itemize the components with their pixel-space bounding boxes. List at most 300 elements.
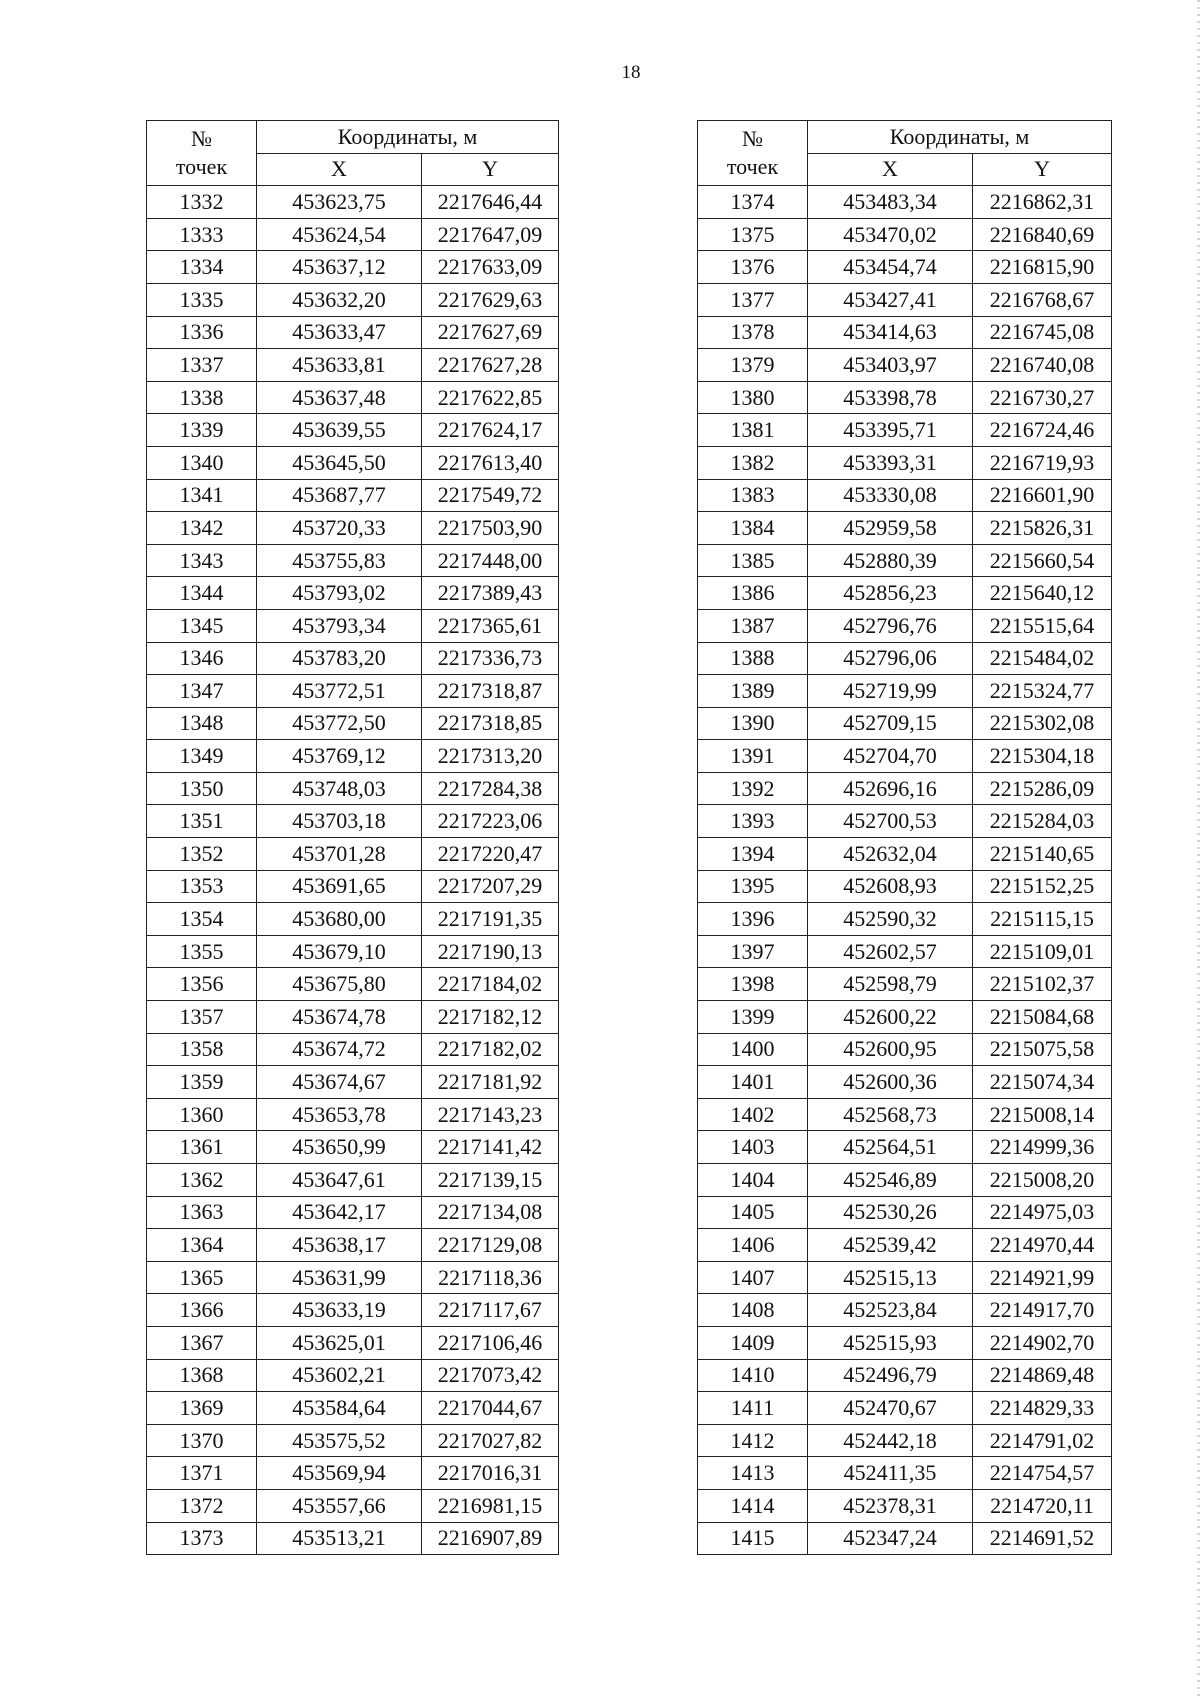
x-coordinate-cell: 453623,75 bbox=[257, 186, 422, 219]
table-row bbox=[698, 283, 1112, 316]
y-coordinate-cell: 2214691,52 bbox=[973, 1522, 1112, 1555]
point-number-cell: 1343 bbox=[147, 544, 257, 577]
point-number-cell: 1383 bbox=[698, 479, 808, 512]
coordinates-header: Координаты, м bbox=[808, 121, 1112, 154]
number-sign: № bbox=[742, 126, 763, 152]
y-coordinate-cell: 2215140,65 bbox=[973, 838, 1112, 871]
table-row bbox=[147, 642, 559, 675]
y-coordinate-cell: 2215484,02 bbox=[973, 642, 1112, 675]
x-coordinate-cell: 453403,97 bbox=[808, 349, 973, 382]
table-row bbox=[147, 707, 559, 740]
x-coordinate-cell: 453680,00 bbox=[257, 903, 422, 936]
point-number-cell: 1403 bbox=[698, 1131, 808, 1164]
point-number-cell: 1393 bbox=[698, 805, 808, 838]
table-row bbox=[147, 251, 559, 284]
table-row bbox=[147, 838, 559, 871]
table-row bbox=[147, 577, 559, 610]
table-row bbox=[698, 381, 1112, 414]
x-coordinate-cell: 453470,02 bbox=[808, 218, 973, 251]
x-coordinate-cell: 453454,74 bbox=[808, 251, 973, 284]
table-row bbox=[147, 1164, 559, 1197]
x-coordinate-cell: 453720,33 bbox=[257, 512, 422, 545]
x-coordinate-cell: 452600,22 bbox=[808, 1001, 973, 1034]
point-number-cell: 1398 bbox=[698, 968, 808, 1001]
table-row bbox=[698, 870, 1112, 903]
y-coordinate-cell: 2217389,43 bbox=[422, 577, 559, 610]
table-row bbox=[147, 1131, 559, 1164]
table-row bbox=[147, 446, 559, 479]
x-coordinate-cell: 452709,15 bbox=[808, 707, 973, 740]
table-row bbox=[698, 251, 1112, 284]
y-coordinate-cell: 2217622,85 bbox=[422, 381, 559, 414]
table-row bbox=[698, 903, 1112, 936]
point-number-cell: 1373 bbox=[147, 1522, 257, 1555]
x-coordinate-cell: 453687,77 bbox=[257, 479, 422, 512]
point-number-cell: 1349 bbox=[147, 740, 257, 773]
y-coordinate-cell: 2217134,08 bbox=[422, 1196, 559, 1229]
x-header: X bbox=[808, 153, 973, 186]
x-coordinate-cell: 452796,06 bbox=[808, 642, 973, 675]
y-coordinate-cell: 2216730,27 bbox=[973, 381, 1112, 414]
table-row bbox=[147, 1489, 559, 1522]
point-number-cell: 1400 bbox=[698, 1033, 808, 1066]
point-number-cell: 1372 bbox=[147, 1489, 257, 1522]
point-number-cell: 1347 bbox=[147, 675, 257, 708]
point-number-cell: 1356 bbox=[147, 968, 257, 1001]
x-coordinate-cell: 453755,83 bbox=[257, 544, 422, 577]
table-row bbox=[147, 935, 559, 968]
x-coordinate-cell: 452539,42 bbox=[808, 1229, 973, 1262]
table-row bbox=[147, 479, 559, 512]
y-coordinate-cell: 2217181,92 bbox=[422, 1066, 559, 1099]
table-row bbox=[147, 772, 559, 805]
x-coordinate-cell: 452719,99 bbox=[808, 675, 973, 708]
table-row bbox=[147, 740, 559, 773]
y-coordinate-cell: 2217313,20 bbox=[422, 740, 559, 773]
y-coordinate-cell: 2214917,70 bbox=[973, 1294, 1112, 1327]
x-coordinate-cell: 453633,81 bbox=[257, 349, 422, 382]
table-row bbox=[147, 381, 559, 414]
table-row bbox=[147, 316, 559, 349]
y-coordinate-cell: 2217629,63 bbox=[422, 283, 559, 316]
y-coordinate-cell: 2216719,93 bbox=[973, 446, 1112, 479]
y-coordinate-cell: 2214720,11 bbox=[973, 1489, 1112, 1522]
y-coordinate-cell: 2217627,69 bbox=[422, 316, 559, 349]
y-coordinate-cell: 2215324,77 bbox=[973, 675, 1112, 708]
y-coordinate-cell: 2215084,68 bbox=[973, 1001, 1112, 1034]
x-coordinate-cell: 452378,31 bbox=[808, 1489, 973, 1522]
point-number-cell: 1387 bbox=[698, 609, 808, 642]
table-row bbox=[698, 838, 1112, 871]
x-coordinate-cell: 453602,21 bbox=[257, 1359, 422, 1392]
x-coordinate-cell: 453772,50 bbox=[257, 707, 422, 740]
x-coordinate-cell: 453674,67 bbox=[257, 1066, 422, 1099]
point-number-cell: 1363 bbox=[147, 1196, 257, 1229]
point-number-cell: 1351 bbox=[147, 805, 257, 838]
point-number-cell: 1333 bbox=[147, 218, 257, 251]
table-row bbox=[698, 1098, 1112, 1131]
y-coordinate-cell: 2216815,90 bbox=[973, 251, 1112, 284]
y-coordinate-cell: 2216745,08 bbox=[973, 316, 1112, 349]
y-coordinate-cell: 2217106,46 bbox=[422, 1326, 559, 1359]
x-coordinate-cell: 452696,16 bbox=[808, 772, 973, 805]
point-number-cell: 1358 bbox=[147, 1033, 257, 1066]
y-header: Y bbox=[973, 153, 1112, 186]
point-number-header bbox=[147, 121, 257, 186]
table-row bbox=[698, 1196, 1112, 1229]
point-number-cell: 1411 bbox=[698, 1392, 808, 1425]
x-coordinate-cell: 453701,28 bbox=[257, 838, 422, 871]
table-row bbox=[698, 446, 1112, 479]
number-sign: № bbox=[191, 126, 212, 152]
y-coordinate-cell: 2216724,46 bbox=[973, 414, 1112, 447]
y-coordinate-cell: 2217182,02 bbox=[422, 1033, 559, 1066]
y-coordinate-cell: 2217284,38 bbox=[422, 772, 559, 805]
x-coordinate-cell: 453624,54 bbox=[257, 218, 422, 251]
x-coordinate-cell: 453647,61 bbox=[257, 1164, 422, 1197]
y-coordinate-cell: 2217182,12 bbox=[422, 1001, 559, 1034]
table-row bbox=[147, 186, 559, 219]
x-coordinate-cell: 452608,93 bbox=[808, 870, 973, 903]
table-row bbox=[698, 1294, 1112, 1327]
table-row bbox=[698, 1066, 1112, 1099]
point-number-cell: 1348 bbox=[147, 707, 257, 740]
x-coordinate-cell: 452602,57 bbox=[808, 935, 973, 968]
table-row bbox=[698, 1489, 1112, 1522]
x-coordinate-cell: 453414,63 bbox=[808, 316, 973, 349]
x-coordinate-cell: 452546,89 bbox=[808, 1164, 973, 1197]
table-row bbox=[698, 544, 1112, 577]
y-coordinate-cell: 2214921,99 bbox=[973, 1261, 1112, 1294]
point-number-cell: 1352 bbox=[147, 838, 257, 871]
point-number-header bbox=[698, 121, 808, 186]
y-coordinate-cell: 2217633,09 bbox=[422, 251, 559, 284]
y-coordinate-cell: 2214970,44 bbox=[973, 1229, 1112, 1262]
y-coordinate-cell: 2217143,23 bbox=[422, 1098, 559, 1131]
x-coordinate-cell: 453393,31 bbox=[808, 446, 973, 479]
y-coordinate-cell: 2215074,34 bbox=[973, 1066, 1112, 1099]
y-coordinate-cell: 2217190,13 bbox=[422, 935, 559, 968]
table-row bbox=[698, 1164, 1112, 1197]
table-row bbox=[147, 1196, 559, 1229]
x-coordinate-cell: 452515,13 bbox=[808, 1261, 973, 1294]
point-number-cell: 1378 bbox=[698, 316, 808, 349]
point-number-cell: 1390 bbox=[698, 707, 808, 740]
table-row bbox=[698, 349, 1112, 382]
table-row bbox=[698, 707, 1112, 740]
x-coordinate-cell: 452411,35 bbox=[808, 1457, 973, 1490]
y-coordinate-cell: 2215008,14 bbox=[973, 1098, 1112, 1131]
y-coordinate-cell: 2217207,29 bbox=[422, 870, 559, 903]
y-coordinate-cell: 2217549,72 bbox=[422, 479, 559, 512]
point-number-cell: 1382 bbox=[698, 446, 808, 479]
point-number-cell: 1334 bbox=[147, 251, 257, 284]
table-row bbox=[698, 1229, 1112, 1262]
table-row bbox=[698, 805, 1112, 838]
table-row bbox=[698, 316, 1112, 349]
y-coordinate-cell: 2215284,03 bbox=[973, 805, 1112, 838]
x-coordinate-cell: 453625,01 bbox=[257, 1326, 422, 1359]
y-coordinate-cell: 2215075,58 bbox=[973, 1033, 1112, 1066]
table-row bbox=[147, 609, 559, 642]
x-coordinate-cell: 453557,66 bbox=[257, 1489, 422, 1522]
table-row bbox=[147, 349, 559, 382]
table-row bbox=[698, 414, 1112, 447]
x-header: X bbox=[257, 153, 422, 186]
x-coordinate-cell: 453769,12 bbox=[257, 740, 422, 773]
point-number-cell: 1406 bbox=[698, 1229, 808, 1262]
table-row bbox=[698, 577, 1112, 610]
y-coordinate-cell: 2215515,64 bbox=[973, 609, 1112, 642]
point-number-cell: 1396 bbox=[698, 903, 808, 936]
table-row bbox=[147, 283, 559, 316]
x-coordinate-cell: 453793,34 bbox=[257, 609, 422, 642]
x-coordinate-cell: 453674,78 bbox=[257, 1001, 422, 1034]
y-coordinate-cell: 2217139,15 bbox=[422, 1164, 559, 1197]
point-number-cell: 1377 bbox=[698, 283, 808, 316]
x-coordinate-cell: 452496,79 bbox=[808, 1359, 973, 1392]
y-coordinate-cell: 2215660,54 bbox=[973, 544, 1112, 577]
x-coordinate-cell: 452959,58 bbox=[808, 512, 973, 545]
y-coordinate-cell: 2216768,67 bbox=[973, 283, 1112, 316]
table-row bbox=[698, 479, 1112, 512]
table-row bbox=[147, 805, 559, 838]
table-row bbox=[147, 968, 559, 1001]
point-number-cell: 1395 bbox=[698, 870, 808, 903]
table-row bbox=[147, 1261, 559, 1294]
table-row bbox=[698, 609, 1112, 642]
y-coordinate-cell: 2215109,01 bbox=[973, 935, 1112, 968]
y-coordinate-cell: 2216840,69 bbox=[973, 218, 1112, 251]
point-number-cell: 1354 bbox=[147, 903, 257, 936]
point-number-cell: 1385 bbox=[698, 544, 808, 577]
y-coordinate-cell: 2215115,15 bbox=[973, 903, 1112, 936]
point-number-cell: 1350 bbox=[147, 772, 257, 805]
point-number-cell: 1375 bbox=[698, 218, 808, 251]
point-number-cell: 1365 bbox=[147, 1261, 257, 1294]
y-coordinate-cell: 2215826,31 bbox=[973, 512, 1112, 545]
point-number-cell: 1346 bbox=[147, 642, 257, 675]
table-row bbox=[147, 1001, 559, 1034]
table-row bbox=[147, 1098, 559, 1131]
table-row bbox=[147, 1457, 559, 1490]
x-coordinate-cell: 453637,48 bbox=[257, 381, 422, 414]
point-number-cell: 1344 bbox=[147, 577, 257, 610]
y-coordinate-cell: 2214869,48 bbox=[973, 1359, 1112, 1392]
point-number-cell: 1357 bbox=[147, 1001, 257, 1034]
table-row bbox=[698, 968, 1112, 1001]
y-coordinate-cell: 2215640,12 bbox=[973, 577, 1112, 610]
x-coordinate-cell: 453783,20 bbox=[257, 642, 422, 675]
x-coordinate-cell: 453584,64 bbox=[257, 1392, 422, 1425]
x-coordinate-cell: 452442,18 bbox=[808, 1424, 973, 1457]
x-coordinate-cell: 453793,02 bbox=[257, 577, 422, 610]
x-coordinate-cell: 452347,24 bbox=[808, 1522, 973, 1555]
x-coordinate-cell: 453703,18 bbox=[257, 805, 422, 838]
point-number-cell: 1388 bbox=[698, 642, 808, 675]
table-row bbox=[698, 1457, 1112, 1490]
table-body-right bbox=[698, 186, 1112, 1555]
table-row bbox=[698, 1326, 1112, 1359]
table-row bbox=[147, 1066, 559, 1099]
x-coordinate-cell: 453395,71 bbox=[808, 414, 973, 447]
point-number-cell: 1380 bbox=[698, 381, 808, 414]
y-coordinate-cell: 2214791,02 bbox=[973, 1424, 1112, 1457]
table-row bbox=[147, 512, 559, 545]
x-coordinate-cell: 452515,93 bbox=[808, 1326, 973, 1359]
coordinates-table-right bbox=[697, 120, 1112, 1555]
y-coordinate-cell: 2217448,00 bbox=[422, 544, 559, 577]
table-row bbox=[147, 1522, 559, 1555]
point-number-cell: 1413 bbox=[698, 1457, 808, 1490]
table-row bbox=[698, 1033, 1112, 1066]
y-coordinate-cell: 2216740,08 bbox=[973, 349, 1112, 382]
y-coordinate-cell: 2217117,67 bbox=[422, 1294, 559, 1327]
point-number-cell: 1366 bbox=[147, 1294, 257, 1327]
table-row bbox=[698, 186, 1112, 219]
y-coordinate-cell: 2215152,25 bbox=[973, 870, 1112, 903]
y-coordinate-cell: 2217027,82 bbox=[422, 1424, 559, 1457]
y-coordinate-cell: 2217336,73 bbox=[422, 642, 559, 675]
point-number-cell: 1408 bbox=[698, 1294, 808, 1327]
x-coordinate-cell: 453330,08 bbox=[808, 479, 973, 512]
x-coordinate-cell: 453632,20 bbox=[257, 283, 422, 316]
y-coordinate-cell: 2217044,67 bbox=[422, 1392, 559, 1425]
x-coordinate-cell: 452704,70 bbox=[808, 740, 973, 773]
y-coordinate-cell: 2217503,90 bbox=[422, 512, 559, 545]
y-coordinate-cell: 2217220,47 bbox=[422, 838, 559, 871]
y-coordinate-cell: 2217118,36 bbox=[422, 1261, 559, 1294]
y-coordinate-cell: 2217613,40 bbox=[422, 446, 559, 479]
point-number-cell: 1364 bbox=[147, 1229, 257, 1262]
point-number-cell: 1381 bbox=[698, 414, 808, 447]
table-row bbox=[147, 1294, 559, 1327]
point-number-cell: 1407 bbox=[698, 1261, 808, 1294]
point-number-cell: 1397 bbox=[698, 935, 808, 968]
table-row bbox=[147, 675, 559, 708]
x-coordinate-cell: 453748,03 bbox=[257, 772, 422, 805]
point-number-cell: 1401 bbox=[698, 1066, 808, 1099]
y-coordinate-cell: 2215302,08 bbox=[973, 707, 1112, 740]
points-word: точек bbox=[175, 154, 228, 180]
y-coordinate-cell: 2216981,15 bbox=[422, 1489, 559, 1522]
point-number-cell: 1340 bbox=[147, 446, 257, 479]
x-coordinate-cell: 453653,78 bbox=[257, 1098, 422, 1131]
coordinates-header: Координаты, м bbox=[257, 121, 559, 154]
table-row bbox=[147, 1424, 559, 1457]
x-coordinate-cell: 453772,51 bbox=[257, 675, 422, 708]
y-coordinate-cell: 2214975,03 bbox=[973, 1196, 1112, 1229]
x-coordinate-cell: 453675,80 bbox=[257, 968, 422, 1001]
y-coordinate-cell: 2217184,02 bbox=[422, 968, 559, 1001]
x-coordinate-cell: 453398,78 bbox=[808, 381, 973, 414]
point-number-cell: 1345 bbox=[147, 609, 257, 642]
y-coordinate-cell: 2215008,20 bbox=[973, 1164, 1112, 1197]
y-coordinate-cell: 2217141,42 bbox=[422, 1131, 559, 1164]
table-row bbox=[698, 1359, 1112, 1392]
x-coordinate-cell: 453569,94 bbox=[257, 1457, 422, 1490]
x-coordinate-cell: 452470,67 bbox=[808, 1392, 973, 1425]
table-body-left bbox=[147, 186, 559, 1555]
x-coordinate-cell: 453691,65 bbox=[257, 870, 422, 903]
y-coordinate-cell: 2217191,35 bbox=[422, 903, 559, 936]
y-coordinate-cell: 2215286,09 bbox=[973, 772, 1112, 805]
point-number-cell: 1369 bbox=[147, 1392, 257, 1425]
point-number-cell: 1336 bbox=[147, 316, 257, 349]
table-row bbox=[698, 1001, 1112, 1034]
table-row bbox=[147, 1359, 559, 1392]
x-coordinate-cell: 452590,32 bbox=[808, 903, 973, 936]
point-number-cell: 1335 bbox=[147, 283, 257, 316]
table-row bbox=[698, 675, 1112, 708]
point-number-cell: 1389 bbox=[698, 675, 808, 708]
x-coordinate-cell: 452796,76 bbox=[808, 609, 973, 642]
point-number-cell: 1342 bbox=[147, 512, 257, 545]
y-coordinate-cell: 2217627,28 bbox=[422, 349, 559, 382]
point-number-cell: 1410 bbox=[698, 1359, 808, 1392]
point-number-cell: 1391 bbox=[698, 740, 808, 773]
y-coordinate-cell: 2214999,36 bbox=[973, 1131, 1112, 1164]
page-number: 18 bbox=[621, 62, 641, 83]
y-coordinate-cell: 2215304,18 bbox=[973, 740, 1112, 773]
x-coordinate-cell: 453674,72 bbox=[257, 1033, 422, 1066]
point-number-cell: 1374 bbox=[698, 186, 808, 219]
y-coordinate-cell: 2217223,06 bbox=[422, 805, 559, 838]
x-coordinate-cell: 453637,12 bbox=[257, 251, 422, 284]
y-coordinate-cell: 2217318,87 bbox=[422, 675, 559, 708]
table-row bbox=[147, 414, 559, 447]
x-coordinate-cell: 453633,47 bbox=[257, 316, 422, 349]
point-number-cell: 1384 bbox=[698, 512, 808, 545]
point-number-cell: 1376 bbox=[698, 251, 808, 284]
x-coordinate-cell: 452568,73 bbox=[808, 1098, 973, 1131]
point-number-cell: 1405 bbox=[698, 1196, 808, 1229]
table-row bbox=[698, 642, 1112, 675]
point-number-cell: 1337 bbox=[147, 349, 257, 382]
x-coordinate-cell: 453633,19 bbox=[257, 1294, 422, 1327]
y-coordinate-cell: 2217318,85 bbox=[422, 707, 559, 740]
points-word: точек bbox=[726, 154, 779, 180]
point-number-cell: 1341 bbox=[147, 479, 257, 512]
point-number-cell: 1332 bbox=[147, 186, 257, 219]
point-number-cell: 1353 bbox=[147, 870, 257, 903]
y-coordinate-cell: 2217647,09 bbox=[422, 218, 559, 251]
x-coordinate-cell: 453575,52 bbox=[257, 1424, 422, 1457]
x-coordinate-cell: 453513,21 bbox=[257, 1522, 422, 1555]
point-number-cell: 1412 bbox=[698, 1424, 808, 1457]
x-coordinate-cell: 452598,79 bbox=[808, 968, 973, 1001]
y-coordinate-cell: 2217129,08 bbox=[422, 1229, 559, 1262]
table-row bbox=[147, 1326, 559, 1359]
x-coordinate-cell: 452880,39 bbox=[808, 544, 973, 577]
x-coordinate-cell: 453645,50 bbox=[257, 446, 422, 479]
point-number-cell: 1360 bbox=[147, 1098, 257, 1131]
y-coordinate-cell: 2215102,37 bbox=[973, 968, 1112, 1001]
y-coordinate-cell: 2217073,42 bbox=[422, 1359, 559, 1392]
point-number-cell: 1379 bbox=[698, 349, 808, 382]
table-row bbox=[698, 1261, 1112, 1294]
table-row bbox=[147, 1392, 559, 1425]
x-coordinate-cell: 453483,34 bbox=[808, 186, 973, 219]
point-number-cell: 1339 bbox=[147, 414, 257, 447]
point-number-cell: 1338 bbox=[147, 381, 257, 414]
x-coordinate-cell: 453427,41 bbox=[808, 283, 973, 316]
table-row bbox=[698, 1392, 1112, 1425]
table-row bbox=[147, 1229, 559, 1262]
table-row bbox=[698, 1424, 1112, 1457]
table-row bbox=[698, 772, 1112, 805]
point-number-cell: 1386 bbox=[698, 577, 808, 610]
